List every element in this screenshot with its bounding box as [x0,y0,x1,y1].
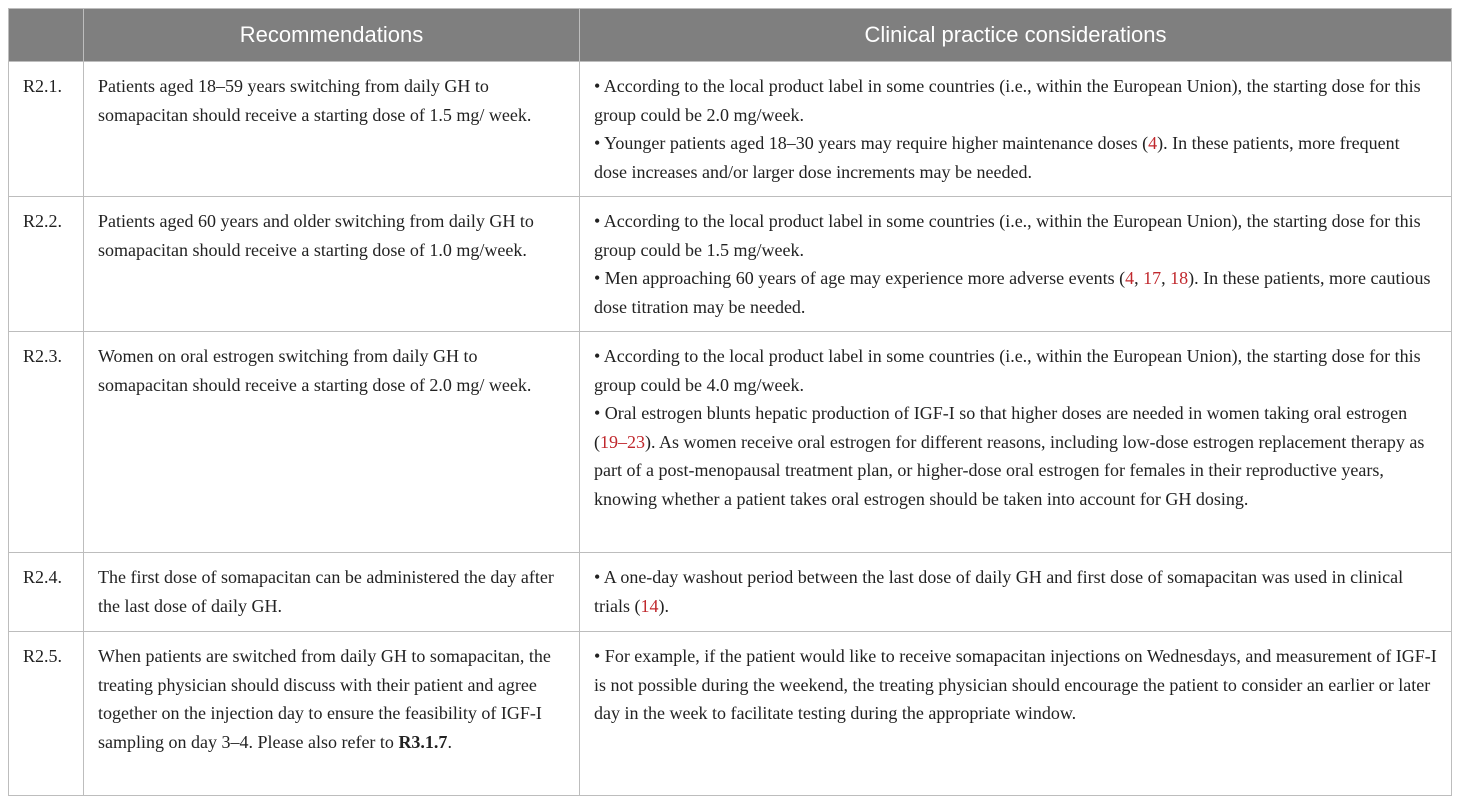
consideration-bullet: • For example, if the patient would like to receive somapacitan injections on Wednesdays, and measurement of IGF-I is not possible during the weekend, the treating physician should encourage the patient to consider an earlier or later day in the week to facilitate testing during the appropriate window. [594,646,1437,723]
consideration-bullet: • According to the local product label in some countries (i.e., within the European Union), the starting dose for this group could be 1.5 mg/week. [594,211,1421,260]
considerations-cell [580,332,1452,553]
table-row [9,332,1452,553]
table-row [9,553,1452,632]
row-id: R2.2. [9,197,84,332]
consideration-bullet: • Men approaching 60 years of age may experience more adverse events (4, 17, 18). In these patients, more cautious dose titration may be needed. [594,268,1431,317]
citation-link[interactable]: 17 [1143,268,1162,288]
recommendation-cell: When patients are switched from daily GH to somapacitan, the treating physician should discuss with their patient and agree together on the injection day to ensure the feasibility of IGF-I sampling on day 3–4. Please also refer to R3.1.7. [84,632,580,796]
considerations-cell [580,62,1452,197]
table-row [9,197,1452,332]
citation-link[interactable]: 18 [1170,268,1189,288]
table-row [9,62,1452,197]
considerations-cell [580,197,1452,332]
row-id: R2.5. [9,632,84,796]
recommendations-table-container [8,8,1451,796]
consideration-bullet: • According to the local product label in some countries (i.e., within the European Union), the starting dose for this group could be 4.0 mg/week. [594,346,1421,395]
considerations-cell [580,553,1452,632]
recommendations-table [8,8,1452,796]
header-recommendations: Recommendations [84,9,580,62]
citation-link[interactable]: 14 [640,595,659,616]
table-row [9,632,1452,796]
citation-link[interactable]: 4 [1148,133,1158,153]
table-header-row [9,9,1452,62]
citation-link[interactable]: 19 [600,431,618,452]
row-id: R2.3. [9,332,84,553]
recommendation-cell: Patients aged 60 years and older switching from daily GH to somapacitan should receive a starting dose of 1.0 mg/week. [84,197,580,332]
consideration-bullet: • Younger patients aged 18–30 years may require higher maintenance doses (4). In these patients, more frequent dose increases and/or larger dose increments may be needed. [594,133,1400,182]
header-clinical-considerations: Clinical practice considerations [580,9,1452,62]
recommendation-cell: The first dose of somapacitan can be administered the day after the last dose of daily GH. [84,553,580,632]
recommendation-cell: Patients aged 18–59 years switching from daily GH to somapacitan should receive a starting dose of 1.5 mg/ week. [84,62,580,197]
recommendation-cell: Women on oral estrogen switching from daily GH to somapacitan should receive a starting dose of 2.0 mg/ week. [84,332,580,553]
cross-reference: R3.1.7 [398,731,448,752]
citation-link[interactable]: 23 [627,431,645,452]
citation-link[interactable]: 4 [1125,268,1135,288]
row-id: R2.1. [9,62,84,197]
header-id [9,9,84,62]
consideration-bullet: • Oral estrogen blunts hepatic production of IGF-I so that higher doses are needed in women taking oral estrogen (19–23). As women receive oral estrogen for different reasons, including low-dose estrogen replacement therapy as part of a post-menopausal treatment plan, or higher-dose oral estrogen for females in their reproductive years, knowing whether a patient takes oral estrogen should be taken into account for GH dosing. [594,403,1425,509]
consideration-bullet: • According to the local product label in some countries (i.e., within the European Union), the starting dose for this group could be 2.0 mg/week. [594,76,1421,125]
considerations-cell [580,632,1452,796]
consideration-bullet: • A one-day washout period between the last dose of daily GH and first dose of somapacitan was used in clinical trials (14). [594,567,1404,616]
row-id: R2.4. [9,553,84,632]
